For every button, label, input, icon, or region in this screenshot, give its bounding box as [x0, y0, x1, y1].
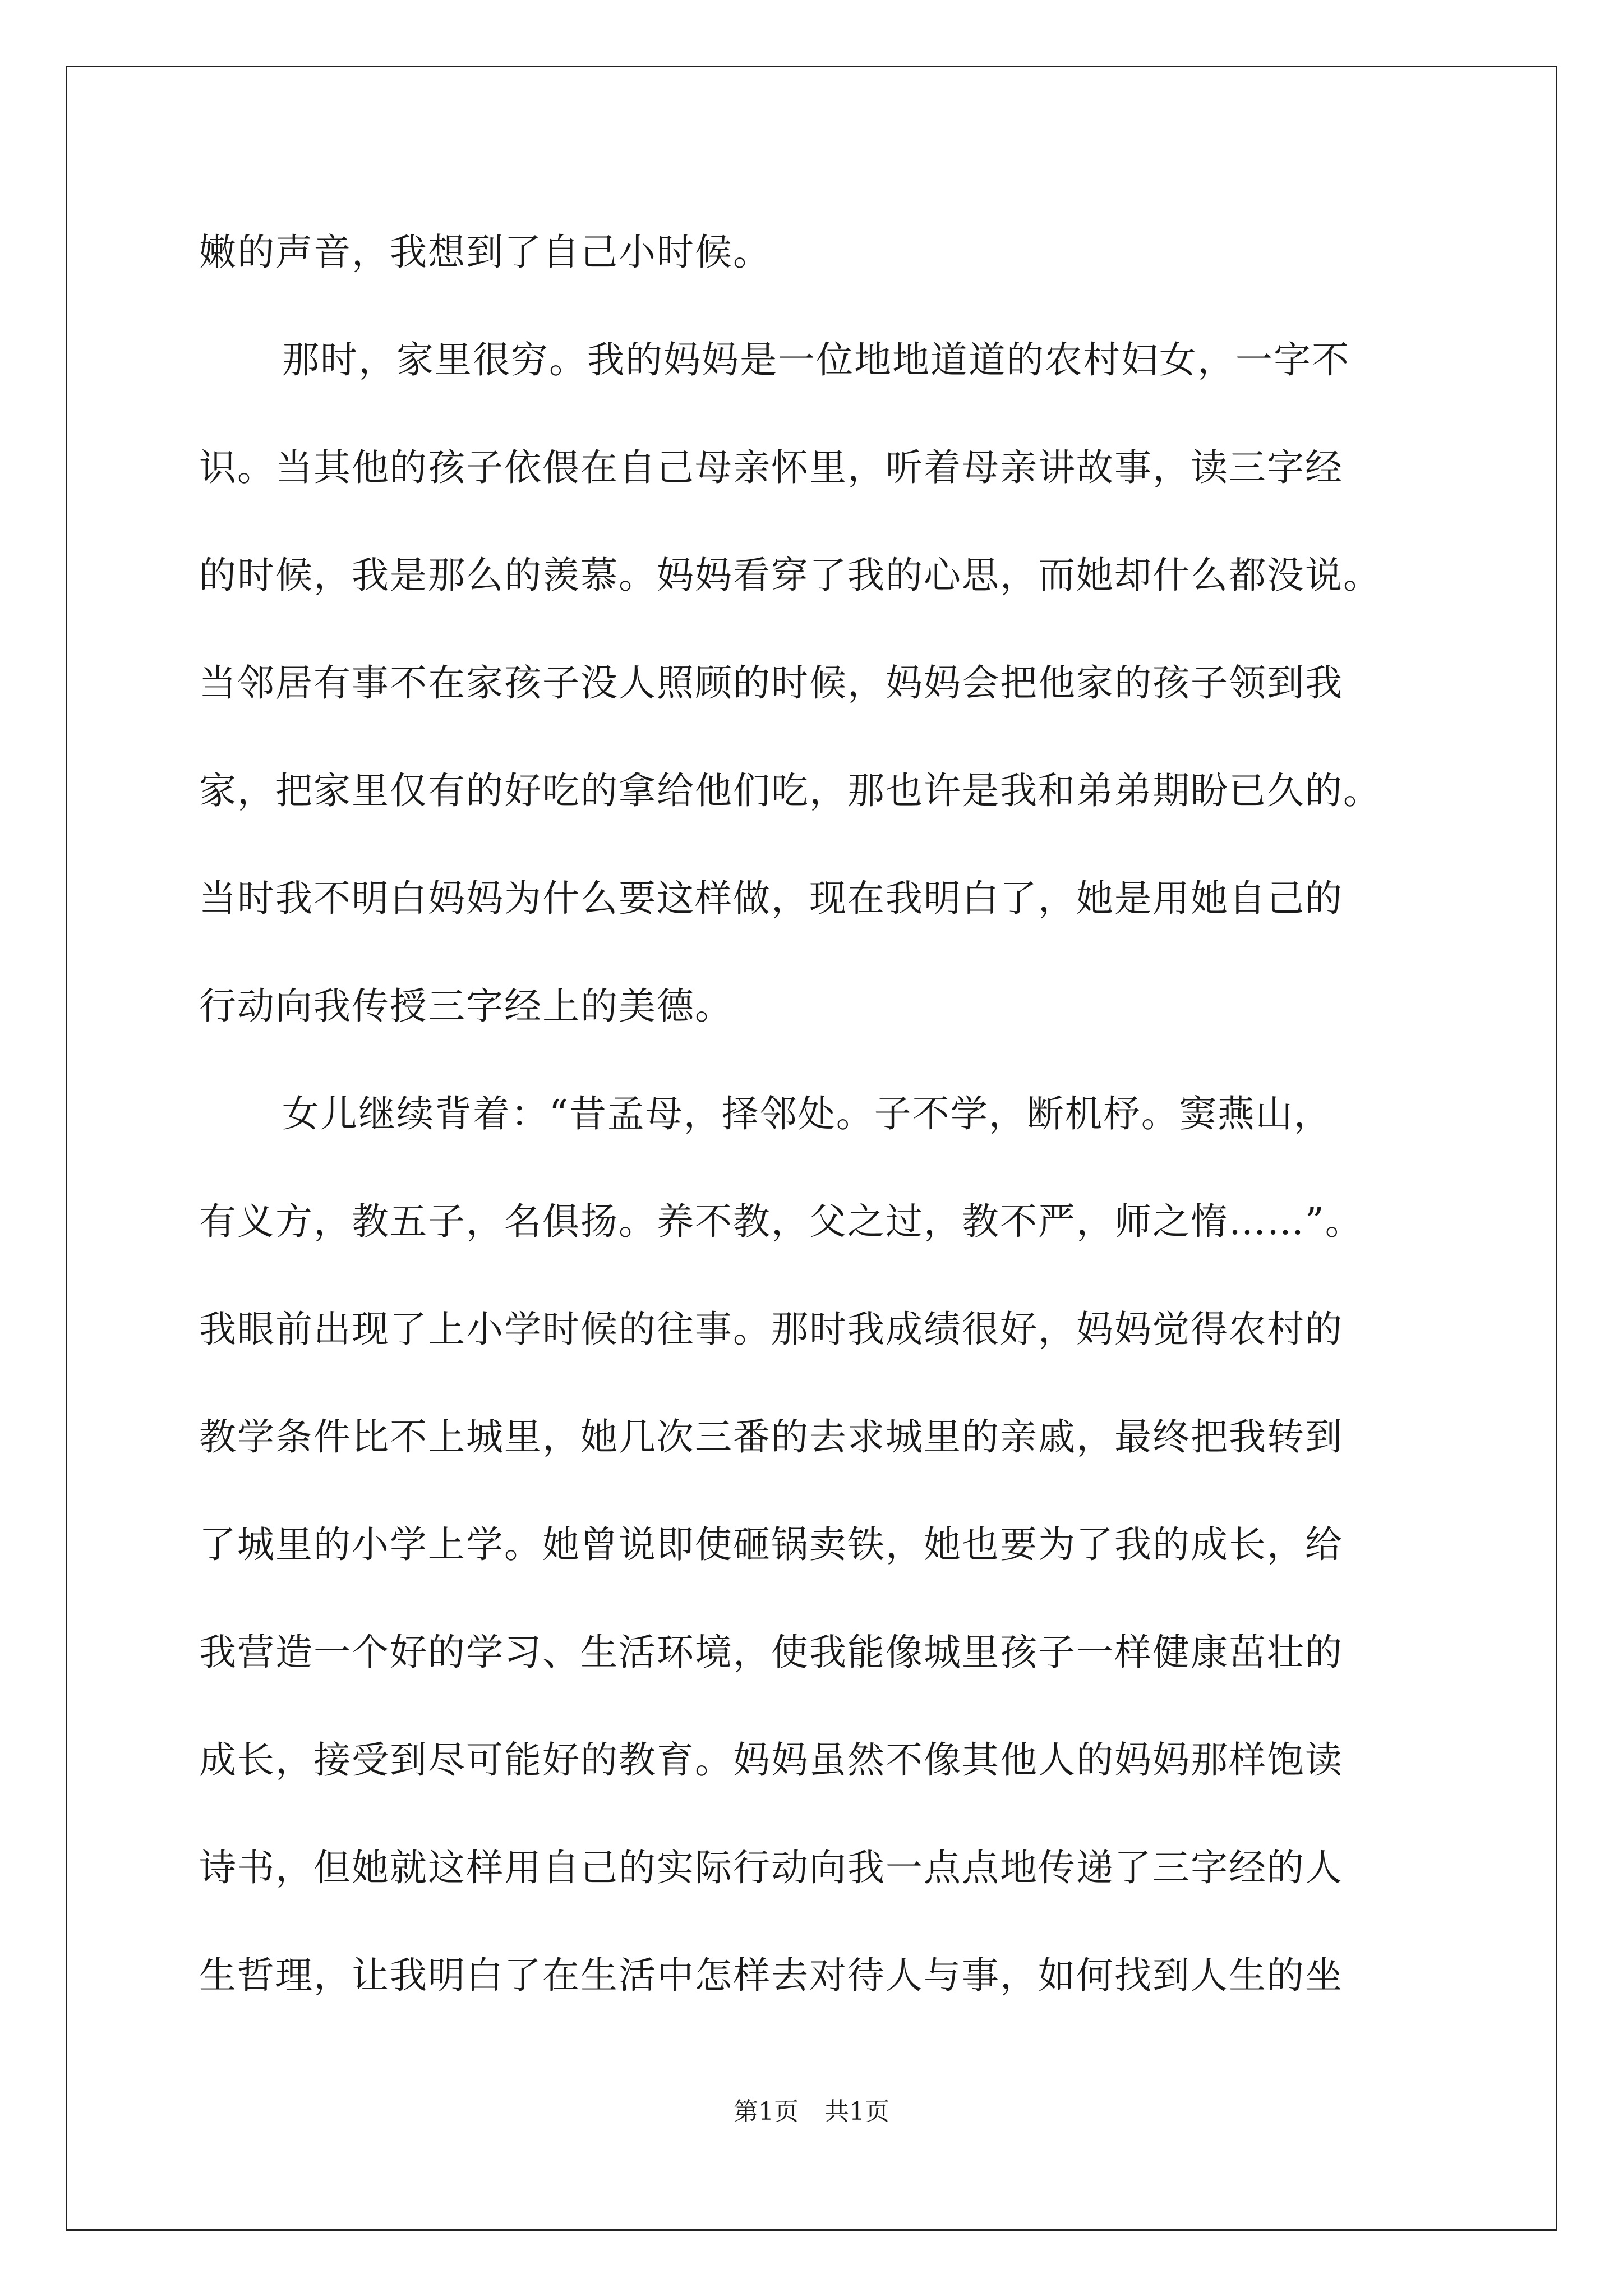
- text-line: 的时候，我是那么的羡慕。妈妈看穿了我的心思，而她却什么都没说。: [199, 554, 1381, 597]
- text-line: 我眼前出现了上小学时候的往事。那时我成绩很好，妈妈觉得农村的: [199, 1308, 1343, 1351]
- text-line: 有义方，教五子，名俱扬。养不教，父之过，教不严，师之惰……”。: [199, 1200, 1363, 1243]
- text-line: 当邻居有事不在家孩子没人照顾的时候，妈妈会把他家的孩子领到我: [199, 661, 1343, 705]
- page-number: 第1页: [734, 2097, 799, 2126]
- text-line: 行动向我传授三字经上的美德。: [199, 984, 733, 1028]
- text-line: 识。当其他的孩子依偎在自己母亲怀里，听着母亲讲故事，读三字经: [199, 446, 1343, 489]
- text-line: 嫩的声音，我想到了自己小时候。: [199, 231, 771, 274]
- page-total: 共1页: [824, 2097, 889, 2126]
- text-line: 当时我不明白妈妈为什么要这样做，现在我明白了，她是用她自己的: [199, 877, 1343, 920]
- text-line: 女儿继续背着：“昔孟母，择邻处。子不学，断机杼。窦燕山，: [282, 1092, 1332, 1135]
- text-line: 我营造一个好的学习、生活环境，使我能像城里孩子一样健康茁壮的: [199, 1631, 1343, 1674]
- text-line: 成长，接受到尽可能好的教育。妈妈虽然不像其他人的妈妈那样饱读: [199, 1738, 1343, 1782]
- page-footer: [0, 2091, 1623, 2127]
- text-line: 诗书，但她就这样用自己的实际行动向我一点点地传递了三字经的人: [199, 1846, 1343, 1889]
- document-body: [199, 222, 1433, 2053]
- text-line: 家，把家里仅有的好吃的拿给他们吃，那也许是我和弟弟期盼已久的。: [199, 769, 1381, 812]
- text-line: 了城里的小学上学。她曾说即使砸锅卖铁，她也要为了我的成长，给: [199, 1523, 1343, 1566]
- text-line: 教学条件比不上城里，她几次三番的去求城里的亲戚，最终把我转到: [199, 1415, 1343, 1458]
- text-line: 那时，家里很穷。我的妈妈是一位地地道道的农村妇女，一字不: [282, 338, 1350, 381]
- text-line: 生哲理，让我明白了在生活中怎样去对待人与事，如何找到人生的坐: [199, 1954, 1343, 1997]
